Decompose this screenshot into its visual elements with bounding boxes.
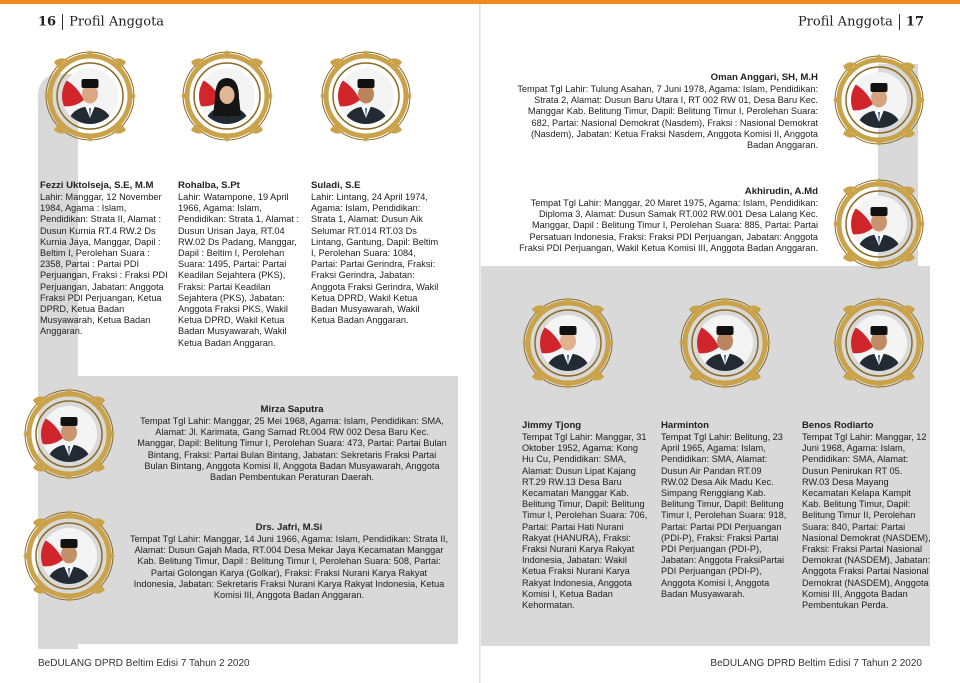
member-photo: [540, 315, 596, 371]
member-details: Lahir: Watampone, 19 April 1966, Agama: Islam, Pendidikan: Strata 1, Alamat : Dusun Urisan Jaya, RT.04 RW.02 Ds Padang, Manggar, Dapil : Beltim I, Perolehan Suara: 1495, Partai: Partai Keadilan Sejahtera (PKS), Fraksi: Partai Keadilan Sejahtera (PKS), Jabatan: Anggota Fraksi PKS, Wakil Ketua DPRD, Wakil Ketua Badan Musyawarah, Wakil Ketua Badan Anggaran.: [178, 192, 300, 348]
member-bio-mirza: [136, 404, 448, 483]
member-name: Harminton: [661, 420, 709, 431]
member-photo: [851, 196, 907, 252]
member-details: Tempat Tgl Lahir: Manggar, 25 Mei 1968, Agama: Islam, Pendidikan: SMA, Alamat: Jl. Karimata, Gang Samad Rt.004 RW 002 Desa Baru Kec. Manggar, Dapil: Belitung Timur I, Perolehan Suara: 473, Partai: Partai Bulan Bintang, Fraksi: Partai Bulan Bintang, Jabatan: Sekretaris Fraksi Partai Bulan Bintang, Anggota Komisi II, Anggota Badan Musyawarah, Anggota Badan Pembentukan Peraturan Daerah.: [137, 416, 447, 483]
member-bio-jimmy: [522, 420, 650, 611]
member-name: Drs. Jafri, M.Si: [255, 522, 323, 533]
portrait-frame-harminton: [677, 295, 773, 391]
member-photo: [41, 528, 97, 584]
portrait-frame-fezzi: [42, 48, 138, 144]
member-photo: [338, 68, 394, 124]
portrait-frame-rohalba: [179, 48, 275, 144]
member-details: Lahir: Lintang, 24 April 1974, Agama: Islam, Pendidikan: Strata 1, Alamat: Dusun Aik Selumar RT.014 RT.03 Ds Lintang, Gantung, Dapil: Beltim I, Perolehan Suara: 1084, Partai: Partai Gerindra, Fraksi: Fraksi Gerindra, Jabatan: Anggota Fraksi Gerindra, Wakil Ketua DPRD, Wakil Ketua Badan Musyawarah, Wakil Ketua Badan Anggaran.: [311, 192, 439, 326]
member-bio-akhirudin: [512, 186, 818, 254]
member-photo-icon: [540, 315, 596, 371]
member-photo: [851, 72, 907, 128]
page-number: 16: [38, 14, 57, 30]
header-title: Profil Anggota: [797, 14, 893, 30]
member-photo-icon: [41, 528, 97, 584]
member-photo-icon: [851, 315, 907, 371]
portrait-frame-akhirudin: [831, 176, 927, 272]
member-bio-jafri: [130, 522, 448, 601]
member-photo: [62, 68, 118, 124]
portrait-frame-jafri: [21, 508, 117, 604]
header-title: Profil Anggota: [69, 14, 165, 30]
page-number: 17: [905, 14, 924, 30]
member-bio-suladi: [311, 180, 441, 326]
member-photo-icon: [697, 315, 753, 371]
book-spine: [479, 4, 481, 683]
page-footer: BeDULANG DPRD Beltim Edisi 7 Tahun 2 2020: [38, 658, 250, 669]
member-photo-icon: [199, 68, 255, 124]
member-details: Tempat Tgl Lahir: Manggar, 31 Oktober 1952, Agama: Kong Hu Cu, Pendidikan: SMA, Alamat: Dusun Lipat Kajang RT.29 RW.13 Desa Baru Kecamatan Manggar Kab. Belitung Timur, Dapil: Belitung Timur I, Perolehan Suara: 706, Partai: Partai Hati Nurani Rakyat (HANURA), Fraksi: Fraksi Nurani Karya Rakyat Indonesia, Jabatan: Wakil Ketua Fraksi Nurani Karya Rakyat Indonesia, Anggota Komisi I, Ketua Badan Kehormatan.: [522, 432, 648, 611]
member-details: Tempat Tgl Lahir: Belitung, 23 April 1965, Agama: Islam, Pendidikan: SMA, Alamat: Dusun Air Pandan RT.09 RW.02 Desa Aik Madu Kec. Simpang Renggiang Kab. Belitung Timur, Dapil: Belitung Timur I, Perolehan Suara: 918, Partai: Partai PDI Perjuangan (PDI-P), Fraksi: Fraksi Partai PDI Perjuangan (PDI-P), Jabatan: Anggota FraksiPartai PDI Perjuangan (PDI-P), Anggota Komisi I, Anggota Badan Musyawarah.: [661, 432, 787, 599]
member-bio-rohalba: [178, 180, 302, 349]
member-name: Rohalba, S.Pt: [178, 180, 240, 191]
page-header: [798, 14, 924, 30]
portrait-frame-mirza: [21, 386, 117, 482]
member-details: Tempat Tgl Lahir: Manggar, 14 Juni 1966, Agama: Islam, Pendidikan: Strata II, Alamat: Dusun Gajah Mada, RT.004 Desa Mekar Jaya Kecamatan Manggar Kab. Belitung Timur, Dapil : Belitung Timur I, Perolehan Suara: 508, Partai: Partai Golongan Karya (Golkar), Fraksi: Fraksi Nurani Karya Rakyat Indonesia, Jabatan: Sekretaris Fraksi Nurani Karya Rakyat Indonesia, Ketua Komisi III, Anggota Badan Anggaran.: [130, 534, 448, 601]
member-name: Mirza Saputra: [260, 404, 324, 415]
member-photo: [697, 315, 753, 371]
member-photo: [851, 315, 907, 371]
page-footer: BeDULANG DPRD Beltim Edisi 7 Tahun 2 2020: [710, 658, 922, 669]
member-photo-icon: [851, 196, 907, 252]
portrait-frame-oman: [831, 52, 927, 148]
member-bio-fezzi: [40, 180, 168, 338]
member-name: Suladi, S.E: [311, 180, 361, 191]
member-bio-benos: [802, 420, 932, 611]
portrait-frame-suladi: [318, 48, 414, 144]
member-name: Jimmy Tjong: [522, 420, 582, 431]
page-header: [38, 14, 164, 30]
member-photo-icon: [62, 68, 118, 124]
member-name: Akhirudin, A.Md: [744, 186, 818, 197]
portrait-frame-jimmy: [520, 295, 616, 391]
member-photo-icon: [851, 72, 907, 128]
member-details: Tempat Tgl Lahir: Tulung Asahan, 7 Juni 1978, Agama: Islam, Pendidikan: Strata 2, Alamat: Dusun Baru Utara I, RT 002 RW 01, Desa Baru Kec. Manggar Kab. Belitung Timur, Dapil: Belitung Timur I, Perolehan Suara: 682, Partai: Nasional Demokrat (Nasdem), Fraksi : Nasional Demokrat (Nasdem), Jabatan: Ketua Fraksi Nasdem, Anggota Komisi II, Anggota Badan Anggaran.: [517, 84, 818, 151]
member-photo-icon: [338, 68, 394, 124]
member-name: Fezzi Uktolseja, S.E, M.M: [40, 180, 154, 191]
portrait-frame-benos: [831, 295, 927, 391]
member-bio-oman: [512, 72, 818, 151]
member-details: Tempat Tgl Lahir: Manggar, 12 Juni 1968, Agama: Islam, Pendidikan: SMA, Alamat: Dusun Penirukan RT 05. RW.03 Desa Mayang Kecamatan Kelapa Kampit Kab. Belitung Timur, Dapil: Belitung Timur II, Perolehan Suara: 840, Partai: Partai Nasional Demokrat (NASDEM), Fraksi: Fraksi Partai Nasional Demokrat (NASDEM), Jabatan: Anggota Fraksi Partai Nasional Demokrat (NASDEM), Anggota Komisi III, Anggota Badan Pembentukan Perda.: [802, 432, 931, 611]
member-photo-icon: [41, 406, 97, 462]
member-bio-harminton: [661, 420, 791, 600]
member-photo: [41, 406, 97, 462]
member-photo: [199, 68, 255, 124]
member-details: Lahir: Manggar, 12 November 1984, Agama : Islam, Pendidikan: Strata II, Alamat : Dusun Kurnia RT.4 RW.2 Ds Kurnia Jaya, Manggar, Dapil : Beltim I, Perolehan Suara : 2358, Partai : Partai PDI Perjuangan, Fraksi : Fraksi PDI Perjuangan, Jabatan: Anggota Fraksi PDI Perjuangan, Ketua DPRD, Ketua Badan Musyawarah, Ketua Badan Anggaran.: [40, 192, 168, 337]
member-details: Tempat Tgl Lahir: Manggar, 20 Maret 1975, Agama: Islam, Pendidikan: Diploma 3, Alamat: Dusun Samak RT.002 RW.001 Desa Lalang Kec. Manggar, Dapil : Belitung Timur I, Perolehan Suara: 885, Partai: Partai Persatuan Indonesia, Fraksi: Fraksi PDI Perjuangan, Jabatan: Anggota Fraksi PDI Perjuangan, Wakil Ketua Komisi III, Anggota Badan Anggaran.: [519, 198, 818, 253]
member-name: Benos Rodiarto: [802, 420, 874, 431]
member-name: Oman Anggari, SH, M.H: [710, 72, 818, 83]
